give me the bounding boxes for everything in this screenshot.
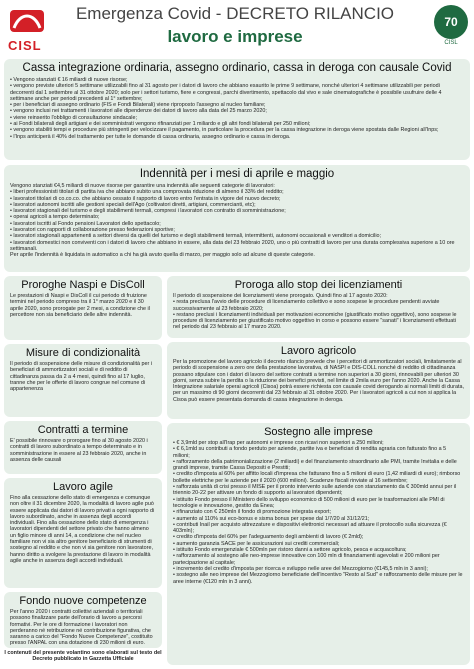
licenziamenti-title: Proroga allo stop dei licenziamenti: [234, 279, 403, 291]
list-item: • lavoratori con rapporti di collaborazione presso federazioni sportive;: [10, 227, 175, 234]
licenziamenti-list: [167, 293, 470, 331]
lavoro-agile-title: Lavoro agile: [53, 481, 113, 493]
condizionalita-panel: [4, 344, 162, 417]
list-item: • rafforzamento al sostegno alle neo-imprese innovative con 100 mln di finanziamenti agevolati e 200 milioni per partecipazione al capitale;: [173, 553, 440, 566]
contratti-termine-text: E' possibile rinnovare o prorogare fino al 30 agosto 2020 i contratti di lavoro subordinato a tempo determinato e in somministrazione in essere al 23 febbraio 2020, anche in assenza delle causali: [10, 438, 148, 463]
sostegno-imprese-panel: [167, 423, 470, 665]
list-item: • sostegno alle neo imprese del Mezzogiorno beneficiarie dell'incentivo "Resto al Sud" e rafforzamento delle misure per le aree interne (€120 mln in 3 anni).: [173, 572, 463, 585]
list-item: • resta preclusa l'avvio delle procedure di licenziamento collettivo e sono sospese le procedure pendenti avviate successivamente al 23 febbraio 2020;: [173, 299, 440, 312]
list-item: Il periodo di sospensione dei licenziamenti viene prorogato. Quindi fino al 17 agosto 2020:: [173, 293, 388, 299]
indennita-list: [4, 183, 470, 259]
list-item: • istituito Fondo presso il Ministero dello sviluppo economico di 500 milioni di euro per le trasformazioni alle PMI di tecnologie e innovazione, gestito da Enea;: [173, 496, 445, 509]
contratti-termine-title: Contratti a termine: [37, 424, 129, 436]
lavoro-agricolo-panel: [167, 342, 470, 419]
anniversary-badge: 70: [434, 5, 468, 39]
condizionalita-text: Il periodo di sospensione delle misure di condizionalità per i beneficiari di ammortizzatori sociali e di reddito di cittadinanza passa da 2 a 4 mesi, quindi fino al 17 luglio, tranne che per le offerte di lavoro congrue nel comune di appartenenza: [10, 361, 153, 393]
list-item: • ai Fondi bilaterali degli artigiani e dei somministrati vengono rifinanziati per 1 miliardo e gli altri fondi bilaterali per 250 milioni;: [10, 121, 311, 128]
naspi-panel: [4, 276, 162, 340]
naspi-title: Proroghe Naspi e DisColl: [21, 279, 145, 291]
list-item: • per i beneficiari di assegno ordinario (FIS e Fondi Bilaterali) viene riproposto l'assegno al nucleo familiare;: [10, 102, 266, 109]
indennita-title: Indennità per i mesi di aprile e maggio: [139, 168, 335, 180]
naspi-text: Le prestazioni di Naspi e DisColl il cui periodo di fruizione termini nel periodo compreso tra il 1° marzo 2020 e il 30 aprile 2020, sono prorogate per 2 mesi, a condizione che il percettore non sia beneficiario delle altre indennità.: [10, 293, 150, 318]
indennita-panel: [4, 165, 470, 272]
cisl-logo-icon: [8, 6, 46, 36]
list-item: • credito d'imposta al 60% per affitto locali d'impresa che fatturano fino a 5 milioni di euro (1,42 miliardi di euro); rimborso bollette elettriche per le aziende per il 2020 (600 milioni). Scadenze fiscali rinviate al 16 settembre;: [173, 471, 461, 484]
lavoro-agile-panel: [4, 478, 162, 588]
list-item: • operai agricoli a tempo determinato;: [10, 214, 100, 221]
list-item: • lavoratori autonomi iscritti alle gestioni speciali dell'Ago (coltivatori diretti, artigiani, commercianti, etc);: [10, 201, 256, 208]
anniversary-badge-label: CISL: [444, 40, 458, 46]
sostegno-imprese-title: Sostegno alle imprese: [264, 426, 373, 438]
fondo-competenze-text: Per l'anno 2020 i contratti collettivi aziendali o territoriali possono finalizzare parte dell'orario di lavoro a percorsi formativi. Per le ore di formazione i lavoratori non perderanno né retribuzione né contribuzione figurativa, che saranno a carico del "Fondo Nuove Competenze", costituito presso l'ANPAL con una dotazione di 230 milioni di euro.: [10, 609, 153, 647]
list-item: • lavoratori domestici non conviventi con i datori di lavoro che abbiano in essere, alla data del 23 febbraio 2020, uno o più contratti di lavoro per una durata complessiva superiore a 10 ore settimanali.: [10, 239, 455, 252]
cassa-integrazione-title: Cassa integrazione ordinaria, assegno ordinario, cassa in deroga con causale Covid: [22, 62, 452, 74]
page-subtitle: lavoro e imprese: [167, 27, 303, 46]
list-item: • lavoratori stagionali del turismo e degli stabilimenti termali, compresi i lavoratori con contratto di somministrazione;: [10, 208, 286, 215]
list-item: • credito d'imposta del 60% per l'adeguamento degli ambienti di lavoro (€ 2mld);: [173, 534, 364, 541]
condizionalita-title: Misure di condizionalità: [25, 347, 141, 359]
list-item: • contributi Inail per acquisto attrezzature e dispositivi elettronici necessari ad attuare il protocollo sulla sicurezza (€ 403mln);: [173, 521, 447, 535]
page-title: Emergenza Covid - DECRETO RILANCIO: [75, 4, 395, 23]
list-item: • rifinanziato con € 250mln il fondo di promozione integrata export;: [173, 509, 332, 516]
list-item: • rafforzata unità di crisi presso il MISE per il pronto intervento sulle aziende con stanziamento da € 300mld annui per il triennio 20-22 per attivare un fondo di supporto ai lavoratori dipendenti;: [173, 484, 457, 497]
list-item: • istituito Fondo emergenziale € 500mln per ristoro danni a settore agricolo, pesca e acquacoltura;: [173, 547, 407, 554]
fondo-competenze-title: Fondo nuove competenze: [19, 595, 147, 607]
list-item: • l'Inps anticiperà il 40% del trattamento per tutte le domande di cassa ordinaria, assegno ordinario e cassa in deroga.: [10, 133, 291, 140]
list-item: • aumento garanzia SACE per le assicurazioni sui crediti commerciali;: [173, 540, 340, 547]
lavoro-agricolo-text: Per la promozione del lavoro agricolo il decreto rilancio prevede che i percettori di ammortizzatori sociali, limitatamente al periodo di sospensione a zero ore della prestazione lavorativa, di NASPI e DIS-COLL nonché di reddito di cittadinanza possano stipulare con i datori di lavoro del settore contratti a termine non superiori a 30 giorni, rinnovabili per ulteriori 30 giorni, senza subire la perdita o la riduzione dei benefici previsti, nel limite di 2mila euro per l'anno 2020. Anche la Cassa Integrazione salariale operai agricoli (Cisoa) potrà essere richiesta con causale covid derogando ai normali limiti di durata, per un massimo di 90 giorni decorrenti dal 23 febbraio al 31 ottobre 2020. Per i lavoratori agricoli a cui non si applica la Cisoa può essere presentata domanda di cassa integrazione in deroga.: [173, 359, 464, 403]
list-item: • vengono stabiliti tempi e procedure più stringenti per velocizzare il pagamento, in particolare la procedura per la cassa integrazione in deroga viene spostata dalle Regioni all'Inps;: [10, 127, 439, 134]
list-item: • vengono previste ulteriori 5 settimane utilizzabili fino al 31 agosto per i datori di lavoro che abbiano esaurito le prime 9 settimane, nonché ulteriori 4 settimane utilizzabili per periodi decorrenti dal 1 settembre al 31 ottobre 2020; solo per i settori turismo, fiere e congressi, parchi divertimento, spettacolo dal vivo e sale cinematografiche è possibile usufruire delle 4 settimane anche per periodi precedenti al 1° settembre;: [10, 83, 442, 102]
list-item: • rafforzamento della patrimonializzazione (2 miliardi) e del finanziamento straordinario alle PMI, tramite Invitalia e delle grandi imprese, tramite Cassa Depositi e Prestiti;: [173, 458, 457, 472]
cassa-integrazione-list: [4, 77, 470, 140]
list-item: • lavoratori stagionali appartenenti a settori diversi da quelli del turismo e degli stabilimenti termali, intermittenti, autonomi occasionali e venditori a domicilio;: [10, 233, 382, 240]
list-item: • Vengono stanziati € 16 miliardi di nuove risorse;: [10, 77, 128, 83]
list-item: Vengono stanziati €4,5 miliardi di nuove risorse per garantire una indennità alle seguenti categorie di lavoratori:: [10, 183, 275, 189]
list-item: • € 6,1mld su contributi a fondo perduto per aziende, partite iva e beneficiari di rendita agraria con fatturato fino a 5 milioni;: [173, 446, 447, 459]
list-item: Per aprile l'indennità è liquidata in automatico a chi ha già avuto quella di marzo, per maggio solo ad alcune di queste categorie.: [10, 252, 315, 259]
list-item: • € 3,9mld per stop all'Irap per autonomi e imprese con ricavi non superiori a 250 milioni;: [173, 440, 384, 446]
footer-note: I contenuti del presente volantino sono elaborati sul testo del Decreto pubblicato in Gazzetta Ufficiale: [4, 650, 162, 663]
sostegno-imprese-list: [167, 440, 470, 585]
list-item: • aumento al 110% sui eco-bonus e sisma bonus per spese dal 1/7/20 al 31/12/21;: [173, 515, 370, 522]
list-item: • lavoratori titolari di co.co.co. che abbiano cessato il rapporto di lavoro entro l'entrata in vigore del nuovo decreto;: [10, 195, 281, 202]
lavoro-agricolo-title: Lavoro agricolo: [280, 345, 357, 357]
contratti-termine-panel: [4, 421, 162, 474]
list-item: • lavoratori iscritti al Fondo pensioni Lavoratori dello spettacolo;: [10, 220, 161, 227]
lavoro-agile-text: Fino alla cessazione dello stato di emergenza e comunque non oltre il 31 dicembre 2020, la modalità di lavoro agile può essere applicata dai datori di lavoro privati a ogni rapporto di lavoro subordinato, anche in assenza degli accordi individuali. Fino alla cessazione dello stato di emergenza i lavoratori dipendenti del settore privato che hanno almeno un figlio minore di anni 14, a condizione che nel nucleo familiare non vi sia altro genitore beneficiario di strumenti di sostegno al reddito e che non vi sia genitore non lavoratore, hanno diritto a svolgere la prestazione di lavoro in modalità agile anche in assenza degli accordi individuali.: [10, 495, 155, 564]
header: [0, 0, 474, 58]
list-item: • liberi professionisti titolari di partita iva che abbiano subito una comprovata riduzione di almeno il 33% del reddito;: [10, 189, 284, 196]
list-item: • restano preclusi i licenziamenti individuali per motivazioni economiche (giustificato motivo oggettivo), sono sospese le procedure di licenziamento per giustificato motivo oggettivo in corso e possono essere "sanati" i licenziamenti effettuati nel periodo dal 23 febbraio al 17 marzo 2020.: [173, 311, 457, 331]
cassa-integrazione-panel: [4, 59, 470, 160]
list-item: • viene reinserito l'obbligo di consultazione sindacale;: [10, 114, 137, 121]
list-item: • vengono inclusi nei trattamenti i lavoratori alle dipendenze dei datori di lavoro alla data del 25 marzo 2020;: [10, 108, 267, 115]
fondo-competenze-panel: [4, 592, 162, 648]
list-item: • incremento del credito d'imposta per ricerca e sviluppo nelle aree del Mezzogiorno (€145,5 mln in 3 anni);: [173, 565, 428, 572]
cisl-logo-text: CISL: [8, 38, 42, 53]
licenziamenti-panel: [167, 276, 470, 338]
